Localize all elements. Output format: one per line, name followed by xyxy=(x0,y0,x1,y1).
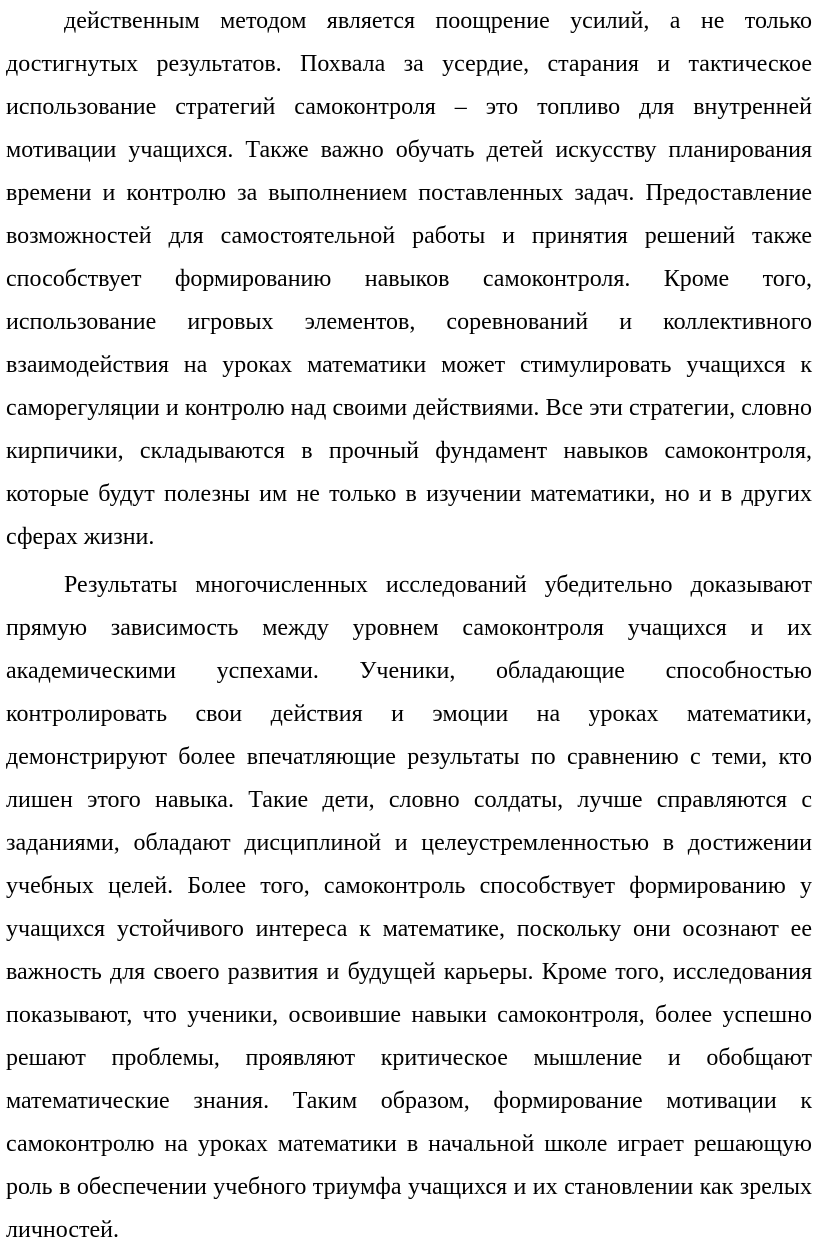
text-line: прямую зависимость между уровнем самоконтроля учащихся и их xyxy=(6,615,812,641)
text-line: возможностей для самостоятельной работы и принятия решений также xyxy=(6,223,812,249)
paragraph-2 xyxy=(6,564,812,1252)
text-line: способствует формированию навыков самоконтроля. Кроме того, xyxy=(6,266,812,292)
text-line: саморегуляции и контролю над своими действиями. Все эти стратегии, словно xyxy=(6,395,812,421)
text-line: лишен этого навыка. Такие дети, словно солдаты, лучше справляются с xyxy=(6,787,812,813)
text-line: академическими успехами. Ученики, обладающие способностью xyxy=(6,658,812,684)
text-line: учащихся устойчивого интереса к математике, поскольку они осознают ее xyxy=(6,916,812,942)
text-line: самоконтролю на уроках математики в начальной школе играет решающую xyxy=(6,1131,812,1157)
text-line: важность для своего развития и будущей карьеры. Кроме того, исследования xyxy=(6,959,812,985)
text-line: математические знания. Таким образом, формирование мотивации к xyxy=(6,1088,812,1114)
text-line: взаимодействия на уроках математики может стимулировать учащихся к xyxy=(6,352,812,378)
text-line: кирпичики, складываются в прочный фундамент навыков самоконтроля, xyxy=(6,438,812,464)
text-line: личностей. xyxy=(6,1217,119,1243)
text-line: использование игровых элементов, соревнований и коллективного xyxy=(6,309,812,335)
text-line: роль в обеспечении учебного триумфа учащихся и их становлении как зрелых xyxy=(6,1174,812,1200)
text-line: учебных целей. Более того, самоконтроль способствует формированию у xyxy=(6,873,812,899)
text-line: решают проблемы, проявляют критическое мышление и обобщают xyxy=(6,1045,812,1071)
text-line: сферах жизни. xyxy=(6,524,155,550)
text-line: контролировать свои действия и эмоции на уроках математики, xyxy=(6,701,812,727)
text-line: использование стратегий самоконтроля – это топливо для внутренней xyxy=(6,94,812,120)
text-line: действенным методом является поощрение усилий, а не только xyxy=(64,8,812,34)
text-line: демонстрируют более впечатляющие результаты по сравнению с теми, кто xyxy=(6,744,812,770)
paragraph-1 xyxy=(6,0,812,559)
text-line: которые будут полезны им не только в изучении математики, но и в других xyxy=(6,481,812,507)
text-line: достигнутых результатов. Похвала за усердие, старания и тактическое xyxy=(6,51,812,77)
text-line: Результаты многочисленных исследований убедительно доказывают xyxy=(64,572,812,598)
text-line: мотивации учащихся. Также важно обучать детей искусству планирования xyxy=(6,137,812,163)
text-line: показывают, что ученики, освоившие навыки самоконтроля, более успешно xyxy=(6,1002,812,1028)
text-line: времени и контролю за выполнением поставленных задач. Предоставление xyxy=(6,180,812,206)
text-line: заданиями, обладают дисциплиной и целеустремленностью в достижении xyxy=(6,830,812,856)
